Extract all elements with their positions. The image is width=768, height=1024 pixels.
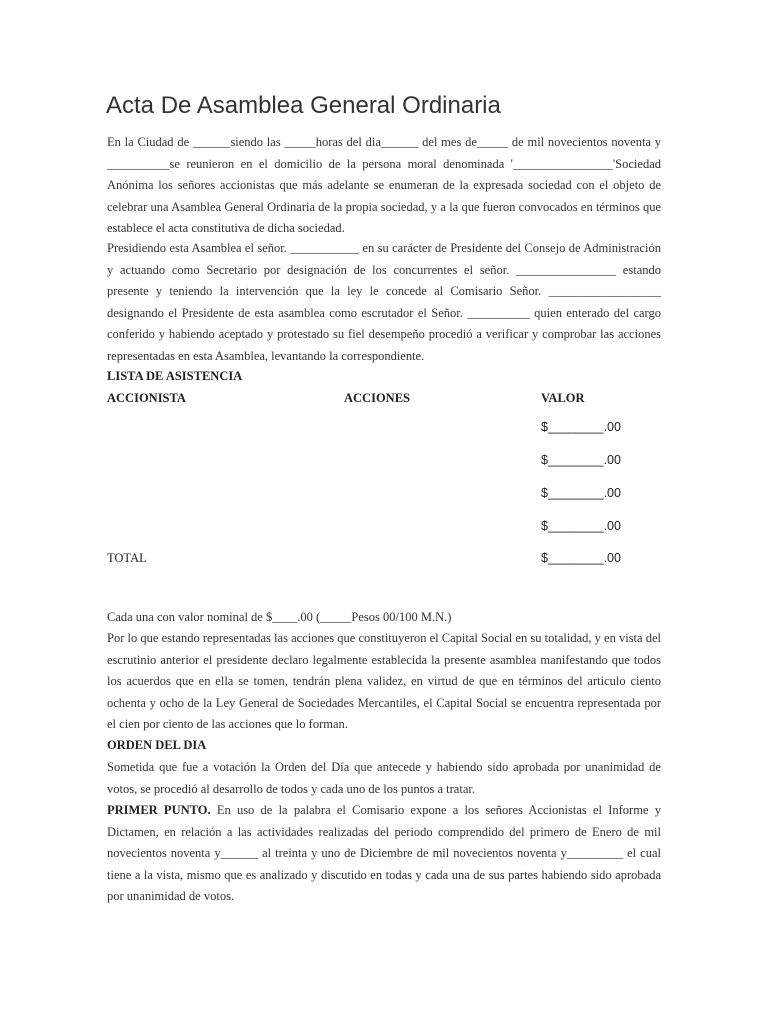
- total-label: TOTAL: [107, 551, 147, 565]
- agenda-paragraph: Sometida que fue a votación la Orden del Día que antecede y habiendo sido aprobada por unanimidad de votos, se procedió al desarrollo de todos y cada uno de los puntos a tratar.: [107, 760, 661, 796]
- intro-paragraph-1: En la Ciudad de ______siendo las _____horas del dia______ del mes de_____ de mil novecientos noventa y __________se reunieron en el domicilio de la persona moral denominada '________________'Sociedad Anónima los señores accionistas que más adelante se enumeran de la expresada sociedad con el objeto de celebrar una Asamblea General Ordinaria de la propia sociedad, y a la que fueron convocados en términos que establece el acta constitutiva de dicha sociedad.: [107, 135, 661, 235]
- document-title: Acta De Asamblea General Ordinaria: [106, 92, 501, 119]
- column-header-value: VALOR: [541, 391, 585, 405]
- first-point-paragraph: [107, 800, 661, 908]
- quorum-paragraph: Por lo que estando representadas las acciones que constituyeron el Capital Social en su totalidad, y en vista del escrutinio anterior el presidente declaro legalmente establecida la presente asamblea manifestando que todos los acuerdos que en ella se tomen, tendrán plena validez, en virtud de que en términos del articulo ciento ochenta y ocho de la Ley General de Sociedades Mercantiles, el Capital Social se encuentra representada por el cien por ciento de las acciones que lo forman.: [107, 631, 661, 731]
- value-cell: $________.00: [541, 453, 621, 467]
- column-header-shareholder: ACCIONISTA: [107, 391, 186, 405]
- value-cell: $________.00: [541, 519, 621, 533]
- attendance-heading: LISTA DE ASISTENCIA: [107, 369, 243, 383]
- total-value: $________.00: [541, 551, 621, 565]
- value-cell: $________.00: [541, 420, 621, 434]
- agenda-heading: ORDEN DEL DIA: [107, 738, 207, 752]
- column-header-shares: ACCIONES: [344, 391, 410, 405]
- intro-paragraph-2: Presidiendo esta Asamblea el señor. ___________ en su carácter de Presidente del Consejo de Administración y actuando como Secretario por designación de los concurrentes el señor. ________________ estando presente y teniendo la intervención que la ley le concede al Comisario Señor. __________________ designando el Presidente de esta asamblea como escrutador el Señor. __________ quien enterado del cargo conferido y habiendo aceptado y protestado su fiel desempeño procedió a verificar y comprobar las acciones representadas en esta Asamblea, levantando la correspondiente.: [107, 241, 661, 363]
- first-point-text: En uso de la palabra el Comisario expone a los señores Accionistas el Informe y Dictamen, en relación a las actividades realizadas del periodo comprendido del primero de Enero de mil novecientos noventa y______ al treinta y uno de Diciembre de mil novecientos noventa y_________ el cual tiene a la vista, mismo que es analizado y discutido en todas y cada una de sus partes habiendo sido aprobada por unanimidad de votos.: [107, 803, 661, 903]
- nominal-value-line: Cada una con valor nominal de $____.00 (_____Pesos 00/100 M.N.): [107, 610, 452, 624]
- first-point-label: PRIMER PUNTO.: [107, 803, 211, 817]
- value-cell: $________.00: [541, 486, 621, 500]
